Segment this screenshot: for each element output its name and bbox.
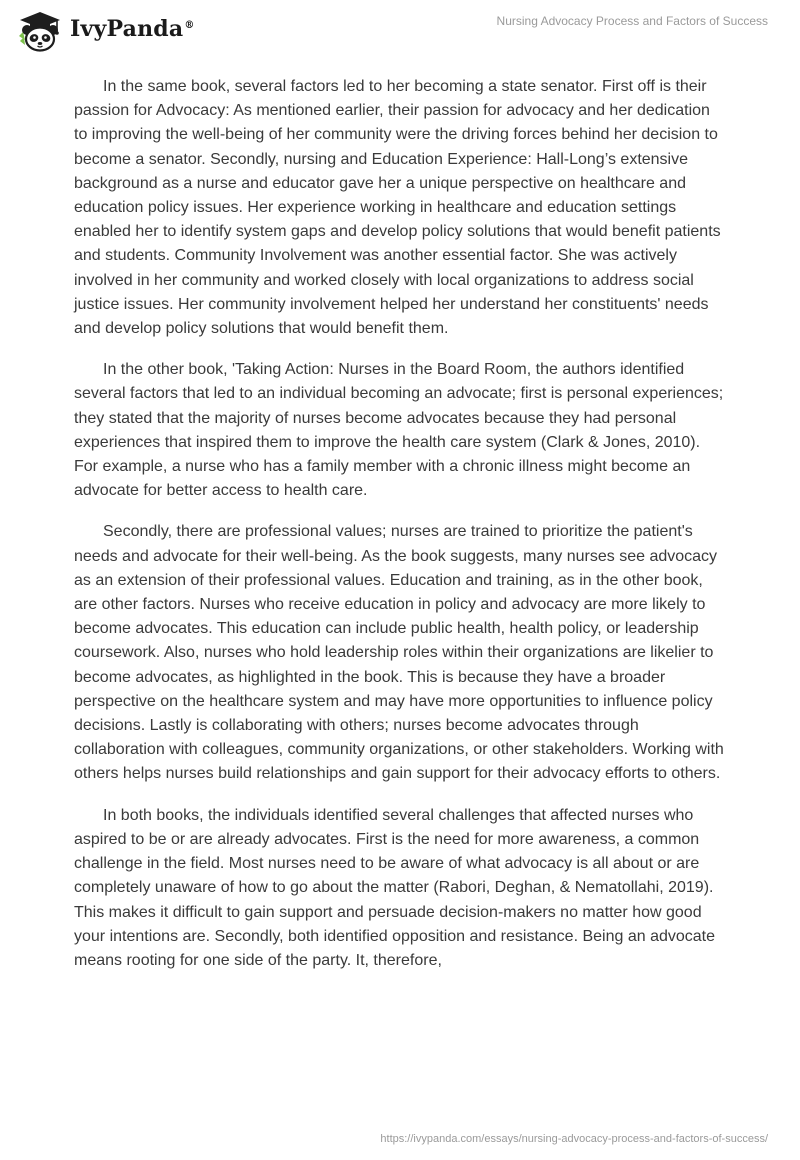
brand-name-text: IvyPanda — [70, 16, 184, 42]
brand-name — [70, 16, 195, 42]
essay-body — [74, 75, 726, 990]
page-header — [0, 0, 800, 70]
source-url[interactable]: https://ivypanda.com/essays/nursing-advocacy-process-and-factors-of-success/ — [380, 1133, 768, 1145]
brand-logo[interactable] — [16, 10, 195, 52]
paragraph: In both books, the individuals identified several challenges that affected nurses who aspired to be or are already advocates. First is the need for more awareness, a common challenge in the field. Most nurses need to be aware of what advocacy is all about or are completely unaware of how to go about the matter (Rabori, Deghan, & Nematollahi, 2019). This makes it difficult to gain support and persuade decision-makers no matter how good your intentions are. Secondly, both identified opposition and resistance. Being an advocate means rooting for one side of the party. It, therefore, — [74, 806, 716, 969]
paragraph: In the other book, 'Taking Action: Nurses in the Board Room, the authors identified several factors that led to an individual becoming an advocate; first is personal experiences; they stated that the majority of nurses become advocates because they had personal experiences that inspired them to improve the health care system (Clark & Jones, 2010). For example, a nurse who has a family member with a chronic illness might become an advocate for better access to health care. — [74, 361, 724, 500]
paragraph: Secondly, there are professional values; nurses are trained to prioritize the patient's needs and advocate for their well-being. As the book suggests, many nurses see advocacy as an extension of their professional values. Education and training, as in the other book, are other factors. Nurses who receive education in policy and advocacy are more likely to become advocates. This education can include public health, health policy, or leadership coursework. Also, nurses who hold leadership roles within their organizations are likelier to become advocates, as highlighted in the book. This is because they have a broader perspective on the healthcare system and may have more opportunities to influence policy decisions. Lastly is collaborating with others; nurses become advocates through collaboration with colleagues, community organizations, or other stakeholders. Working with others helps nurses build relationships and gain support for their advocacy efforts to others. — [74, 523, 724, 783]
panda-graduation-cap-icon — [16, 10, 64, 52]
paragraph: In the same book, several factors led to her becoming a state senator. First off is their passion for Advocacy: As mentioned earlier, their passion for advocacy and her dedication to improving the well-being of her community were the driving forces behind her decision to become a senator. Secondly, nursing and Education Experience: Hall-Long’s extensive background as a nurse and educator gave her a unique perspective on healthcare and education policy issues. Her experience working in healthcare and education settings enabled her to identify system gaps and develop policy solutions that would benefit patients and students. Community Involvement was another essential factor. She was actively involved in her community and worked closely with local organizations to address social justice issues. Her community involvement helped her understand her constituents' needs and develop policy solutions that would benefit them. — [74, 78, 721, 338]
registered-mark: ® — [184, 19, 195, 31]
document-title: Nursing Advocacy Process and Factors of Success — [496, 14, 768, 28]
